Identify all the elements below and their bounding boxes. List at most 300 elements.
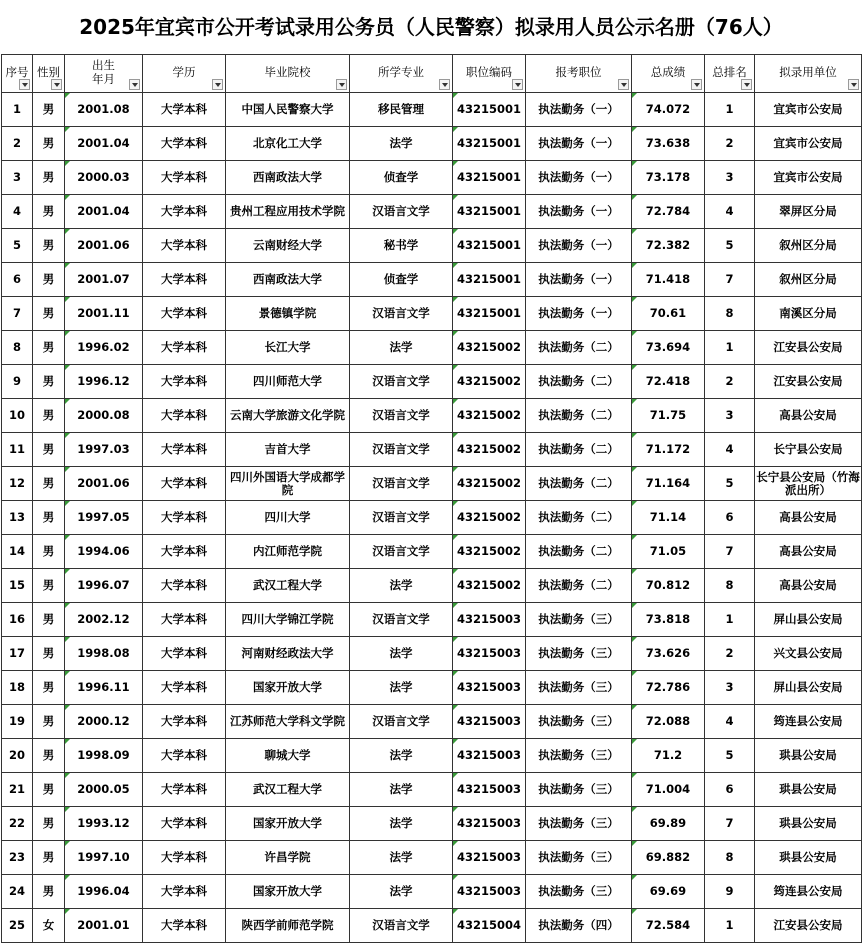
cell-position: 执法勤务（三） bbox=[526, 739, 632, 773]
filter-dropdown-icon[interactable] bbox=[618, 79, 629, 90]
cell-gender: 男 bbox=[33, 467, 65, 501]
cell-unit: 高县公安局 bbox=[755, 569, 862, 603]
cell-birth: 1996.02 bbox=[65, 331, 143, 365]
cell-seq: 14 bbox=[2, 535, 33, 569]
cell-seq: 11 bbox=[2, 433, 33, 467]
cell-unit: 珙县公安局 bbox=[755, 739, 862, 773]
cell-position: 执法勤务（二） bbox=[526, 569, 632, 603]
cell-gender: 男 bbox=[33, 569, 65, 603]
cell-score: 72.382 bbox=[632, 229, 705, 263]
cell-gender: 男 bbox=[33, 501, 65, 535]
cell-score: 73.694 bbox=[632, 331, 705, 365]
cell-unit: 珙县公安局 bbox=[755, 841, 862, 875]
cell-unit: 兴文县公安局 bbox=[755, 637, 862, 671]
col-header-birth bbox=[65, 55, 143, 93]
cell-education: 大学本科 bbox=[143, 467, 226, 501]
cell-birth: 1993.12 bbox=[65, 807, 143, 841]
cell-unit: 叙州区分局 bbox=[755, 229, 862, 263]
table-row bbox=[2, 637, 862, 671]
table-body bbox=[2, 93, 862, 943]
cell-birth: 1997.03 bbox=[65, 433, 143, 467]
cell-school: 河南财经政法大学 bbox=[226, 637, 350, 671]
cell-seq: 4 bbox=[2, 195, 33, 229]
cell-score: 72.584 bbox=[632, 909, 705, 943]
cell-education: 大学本科 bbox=[143, 535, 226, 569]
cell-position: 执法勤务（二） bbox=[526, 433, 632, 467]
cell-position: 执法勤务（四） bbox=[526, 909, 632, 943]
filter-dropdown-icon[interactable] bbox=[129, 79, 140, 90]
cell-rank: 6 bbox=[705, 773, 755, 807]
cell-gender: 男 bbox=[33, 365, 65, 399]
cell-education: 大学本科 bbox=[143, 603, 226, 637]
cell-position-code: 43215001 bbox=[453, 297, 526, 331]
cell-major: 法学 bbox=[350, 875, 453, 909]
cell-school: 武汉工程大学 bbox=[226, 569, 350, 603]
header-label-line1: 毕业院校 bbox=[264, 64, 311, 79]
header-label-line1: 所学专业 bbox=[378, 64, 424, 79]
cell-school: 景德镇学院 bbox=[226, 297, 350, 331]
cell-education: 大学本科 bbox=[143, 705, 226, 739]
cell-position-code: 43215002 bbox=[453, 569, 526, 603]
cell-seq: 7 bbox=[2, 297, 33, 331]
cell-position: 执法勤务（二） bbox=[526, 535, 632, 569]
cell-rank: 4 bbox=[705, 433, 755, 467]
cell-score: 74.072 bbox=[632, 93, 705, 127]
filter-dropdown-icon[interactable] bbox=[51, 79, 62, 90]
cell-unit: 江安县公安局 bbox=[755, 909, 862, 943]
cell-education: 大学本科 bbox=[143, 229, 226, 263]
cell-gender: 男 bbox=[33, 705, 65, 739]
cell-position: 执法勤务（三） bbox=[526, 807, 632, 841]
cell-gender: 男 bbox=[33, 229, 65, 263]
cell-birth: 2001.11 bbox=[65, 297, 143, 331]
cell-school: 贵州工程应用技术学院 bbox=[226, 195, 350, 229]
cell-unit: 翠屏区分局 bbox=[755, 195, 862, 229]
cell-education: 大学本科 bbox=[143, 365, 226, 399]
cell-seq: 15 bbox=[2, 569, 33, 603]
cell-rank: 1 bbox=[705, 603, 755, 637]
cell-score: 72.088 bbox=[632, 705, 705, 739]
table-row bbox=[2, 331, 862, 365]
cell-score: 71.164 bbox=[632, 467, 705, 501]
cell-rank: 4 bbox=[705, 195, 755, 229]
cell-unit: 江安县公安局 bbox=[755, 331, 862, 365]
table-row bbox=[2, 807, 862, 841]
cell-position-code: 43215004 bbox=[453, 909, 526, 943]
cell-score: 73.818 bbox=[632, 603, 705, 637]
cell-school: 西南政法大学 bbox=[226, 161, 350, 195]
cell-birth: 1994.06 bbox=[65, 535, 143, 569]
col-header-position-code bbox=[453, 55, 526, 93]
cell-position-code: 43215001 bbox=[453, 161, 526, 195]
cell-rank: 5 bbox=[705, 739, 755, 773]
cell-unit: 长宁县公安局（竹海派出所） bbox=[755, 467, 862, 501]
table-row bbox=[2, 773, 862, 807]
roster-table bbox=[1, 54, 862, 943]
cell-rank: 3 bbox=[705, 399, 755, 433]
cell-position-code: 43215001 bbox=[453, 127, 526, 161]
cell-gender: 男 bbox=[33, 671, 65, 705]
cell-seq: 18 bbox=[2, 671, 33, 705]
cell-unit: 江安县公安局 bbox=[755, 365, 862, 399]
filter-dropdown-icon[interactable] bbox=[691, 79, 702, 90]
cell-major: 汉语言文学 bbox=[350, 297, 453, 331]
cell-position-code: 43215001 bbox=[453, 195, 526, 229]
cell-birth: 2001.01 bbox=[65, 909, 143, 943]
cell-rank: 6 bbox=[705, 501, 755, 535]
cell-score: 73.638 bbox=[632, 127, 705, 161]
header-label-line1: 学历 bbox=[172, 64, 196, 79]
cell-rank: 2 bbox=[705, 365, 755, 399]
cell-position-code: 43215001 bbox=[453, 93, 526, 127]
cell-major: 汉语言文学 bbox=[350, 365, 453, 399]
cell-major: 法学 bbox=[350, 331, 453, 365]
cell-score: 71.172 bbox=[632, 433, 705, 467]
col-header-rank bbox=[705, 55, 755, 93]
col-header-major bbox=[350, 55, 453, 93]
cell-unit: 高县公安局 bbox=[755, 501, 862, 535]
cell-birth: 1997.10 bbox=[65, 841, 143, 875]
cell-position-code: 43215002 bbox=[453, 501, 526, 535]
cell-gender: 男 bbox=[33, 399, 65, 433]
cell-school: 四川外国语大学成都学院 bbox=[226, 467, 350, 501]
col-header-position bbox=[526, 55, 632, 93]
cell-position: 执法勤务（二） bbox=[526, 365, 632, 399]
cell-gender: 男 bbox=[33, 331, 65, 365]
cell-unit: 珙县公安局 bbox=[755, 807, 862, 841]
cell-gender: 男 bbox=[33, 637, 65, 671]
cell-birth: 1996.07 bbox=[65, 569, 143, 603]
cell-position-code: 43215003 bbox=[453, 705, 526, 739]
cell-position-code: 43215001 bbox=[453, 263, 526, 297]
cell-major: 法学 bbox=[350, 739, 453, 773]
cell-position: 执法勤务（一） bbox=[526, 161, 632, 195]
cell-seq: 1 bbox=[2, 93, 33, 127]
cell-rank: 7 bbox=[705, 535, 755, 569]
cell-position: 执法勤务（三） bbox=[526, 671, 632, 705]
filter-dropdown-icon[interactable] bbox=[212, 79, 223, 90]
cell-position: 执法勤务（一） bbox=[526, 263, 632, 297]
cell-position-code: 43215002 bbox=[453, 467, 526, 501]
cell-gender: 男 bbox=[33, 603, 65, 637]
filter-dropdown-icon[interactable] bbox=[336, 79, 347, 90]
cell-rank: 1 bbox=[705, 909, 755, 943]
cell-position-code: 43215002 bbox=[453, 331, 526, 365]
header-label-line1: 序号 bbox=[5, 64, 29, 79]
table-row bbox=[2, 93, 862, 127]
cell-seq: 10 bbox=[2, 399, 33, 433]
cell-rank: 1 bbox=[705, 331, 755, 365]
filter-dropdown-icon[interactable] bbox=[439, 79, 450, 90]
col-header-education bbox=[143, 55, 226, 93]
cell-gender: 男 bbox=[33, 807, 65, 841]
cell-position-code: 43215002 bbox=[453, 399, 526, 433]
table-row bbox=[2, 603, 862, 637]
cell-birth: 2000.05 bbox=[65, 773, 143, 807]
table-row bbox=[2, 739, 862, 773]
cell-position: 执法勤务（三） bbox=[526, 841, 632, 875]
cell-school: 国家开放大学 bbox=[226, 671, 350, 705]
cell-gender: 女 bbox=[33, 909, 65, 943]
cell-unit: 宜宾市公安局 bbox=[755, 161, 862, 195]
cell-major: 汉语言文学 bbox=[350, 467, 453, 501]
cell-school: 聊城大学 bbox=[226, 739, 350, 773]
cell-major: 法学 bbox=[350, 841, 453, 875]
cell-score: 72.418 bbox=[632, 365, 705, 399]
cell-position-code: 43215002 bbox=[453, 433, 526, 467]
cell-seq: 3 bbox=[2, 161, 33, 195]
table-row bbox=[2, 195, 862, 229]
cell-score: 72.786 bbox=[632, 671, 705, 705]
header-label bbox=[755, 65, 861, 83]
cell-major: 法学 bbox=[350, 773, 453, 807]
cell-score: 71.004 bbox=[632, 773, 705, 807]
cell-school: 四川师范大学 bbox=[226, 365, 350, 399]
cell-gender: 男 bbox=[33, 93, 65, 127]
table-row bbox=[2, 569, 862, 603]
cell-score: 70.812 bbox=[632, 569, 705, 603]
cell-education: 大学本科 bbox=[143, 807, 226, 841]
cell-education: 大学本科 bbox=[143, 195, 226, 229]
cell-position: 执法勤务（三） bbox=[526, 773, 632, 807]
cell-position: 执法勤务（三） bbox=[526, 875, 632, 909]
cell-major: 法学 bbox=[350, 127, 453, 161]
cell-school: 西南政法大学 bbox=[226, 263, 350, 297]
cell-seq: 20 bbox=[2, 739, 33, 773]
cell-education: 大学本科 bbox=[143, 671, 226, 705]
cell-major: 法学 bbox=[350, 807, 453, 841]
cell-position-code: 43215003 bbox=[453, 603, 526, 637]
cell-school: 许昌学院 bbox=[226, 841, 350, 875]
cell-score: 73.178 bbox=[632, 161, 705, 195]
cell-school: 国家开放大学 bbox=[226, 875, 350, 909]
filter-dropdown-icon[interactable] bbox=[741, 79, 752, 90]
cell-gender: 男 bbox=[33, 841, 65, 875]
cell-education: 大学本科 bbox=[143, 93, 226, 127]
cell-seq: 21 bbox=[2, 773, 33, 807]
cell-score: 69.882 bbox=[632, 841, 705, 875]
cell-education: 大学本科 bbox=[143, 263, 226, 297]
cell-position: 执法勤务（一） bbox=[526, 93, 632, 127]
cell-major: 汉语言文学 bbox=[350, 603, 453, 637]
cell-gender: 男 bbox=[33, 773, 65, 807]
cell-position: 执法勤务（三） bbox=[526, 705, 632, 739]
cell-position-code: 43215003 bbox=[453, 807, 526, 841]
cell-major: 侦查学 bbox=[350, 161, 453, 195]
cell-birth: 2001.06 bbox=[65, 467, 143, 501]
cell-birth: 1996.12 bbox=[65, 365, 143, 399]
cell-school: 陕西学前师范学院 bbox=[226, 909, 350, 943]
cell-seq: 23 bbox=[2, 841, 33, 875]
filter-dropdown-icon[interactable] bbox=[512, 79, 523, 90]
cell-major: 秘书学 bbox=[350, 229, 453, 263]
cell-gender: 男 bbox=[33, 297, 65, 331]
cell-score: 71.75 bbox=[632, 399, 705, 433]
cell-gender: 男 bbox=[33, 875, 65, 909]
table-row bbox=[2, 297, 862, 331]
cell-seq: 5 bbox=[2, 229, 33, 263]
cell-seq: 6 bbox=[2, 263, 33, 297]
cell-education: 大学本科 bbox=[143, 739, 226, 773]
cell-seq: 2 bbox=[2, 127, 33, 161]
table-row bbox=[2, 433, 862, 467]
cell-major: 法学 bbox=[350, 569, 453, 603]
cell-birth: 2001.07 bbox=[65, 263, 143, 297]
col-header-seq bbox=[2, 55, 33, 93]
cell-position: 执法勤务（二） bbox=[526, 331, 632, 365]
col-header-school bbox=[226, 55, 350, 93]
cell-score: 71.05 bbox=[632, 535, 705, 569]
header-label bbox=[526, 65, 631, 83]
cell-education: 大学本科 bbox=[143, 875, 226, 909]
cell-education: 大学本科 bbox=[143, 127, 226, 161]
cell-birth: 2000.12 bbox=[65, 705, 143, 739]
header-label-line1: 总成绩 bbox=[650, 64, 686, 79]
cell-education: 大学本科 bbox=[143, 569, 226, 603]
header-row bbox=[2, 55, 862, 93]
cell-unit: 筠连县公安局 bbox=[755, 705, 862, 739]
cell-unit: 长宁县公安局 bbox=[755, 433, 862, 467]
cell-score: 71.14 bbox=[632, 501, 705, 535]
table-row bbox=[2, 263, 862, 297]
header-label-line2: 年月 bbox=[92, 71, 115, 86]
cell-birth: 2002.12 bbox=[65, 603, 143, 637]
cell-school: 吉首大学 bbox=[226, 433, 350, 467]
cell-major: 法学 bbox=[350, 671, 453, 705]
cell-rank: 3 bbox=[705, 671, 755, 705]
cell-score: 71.418 bbox=[632, 263, 705, 297]
cell-position: 执法勤务（二） bbox=[526, 467, 632, 501]
cell-rank: 1 bbox=[705, 93, 755, 127]
cell-birth: 2001.06 bbox=[65, 229, 143, 263]
cell-education: 大学本科 bbox=[143, 501, 226, 535]
filter-dropdown-icon[interactable] bbox=[848, 79, 859, 90]
cell-gender: 男 bbox=[33, 127, 65, 161]
cell-birth: 1998.08 bbox=[65, 637, 143, 671]
cell-school: 长江大学 bbox=[226, 331, 350, 365]
header-label-line1: 拟录用单位 bbox=[779, 64, 837, 79]
header-label bbox=[226, 65, 349, 83]
cell-seq: 8 bbox=[2, 331, 33, 365]
cell-education: 大学本科 bbox=[143, 637, 226, 671]
cell-gender: 男 bbox=[33, 535, 65, 569]
cell-seq: 25 bbox=[2, 909, 33, 943]
cell-school: 四川大学 bbox=[226, 501, 350, 535]
cell-gender: 男 bbox=[33, 739, 65, 773]
cell-birth: 2001.04 bbox=[65, 127, 143, 161]
cell-seq: 13 bbox=[2, 501, 33, 535]
cell-birth: 2001.04 bbox=[65, 195, 143, 229]
cell-education: 大学本科 bbox=[143, 331, 226, 365]
cell-position-code: 43215003 bbox=[453, 875, 526, 909]
cell-position-code: 43215002 bbox=[453, 535, 526, 569]
cell-school: 北京化工大学 bbox=[226, 127, 350, 161]
cell-unit: 屏山县公安局 bbox=[755, 603, 862, 637]
cell-seq: 16 bbox=[2, 603, 33, 637]
cell-rank: 2 bbox=[705, 127, 755, 161]
cell-unit: 珙县公安局 bbox=[755, 773, 862, 807]
table-row bbox=[2, 841, 862, 875]
cell-seq: 17 bbox=[2, 637, 33, 671]
filter-dropdown-icon[interactable] bbox=[19, 79, 30, 90]
header-label-line1: 总排名 bbox=[712, 64, 747, 79]
cell-unit: 高县公安局 bbox=[755, 399, 862, 433]
cell-birth: 1997.05 bbox=[65, 501, 143, 535]
table-row bbox=[2, 535, 862, 569]
page-title: 2025年宜宾市公开考试录用公务员（人民警察）拟录用人员公示名册（76人） bbox=[79, 15, 783, 39]
cell-position: 执法勤务（一） bbox=[526, 195, 632, 229]
header-label-line1: 性别 bbox=[37, 64, 60, 79]
cell-rank: 8 bbox=[705, 841, 755, 875]
cell-position: 执法勤务（一） bbox=[526, 127, 632, 161]
cell-major: 法学 bbox=[350, 637, 453, 671]
cell-school: 国家开放大学 bbox=[226, 807, 350, 841]
cell-birth: 2000.08 bbox=[65, 399, 143, 433]
cell-score: 69.69 bbox=[632, 875, 705, 909]
cell-education: 大学本科 bbox=[143, 841, 226, 875]
cell-rank: 8 bbox=[705, 297, 755, 331]
cell-position: 执法勤务（三） bbox=[526, 637, 632, 671]
cell-major: 汉语言文学 bbox=[350, 501, 453, 535]
cell-birth: 2001.08 bbox=[65, 93, 143, 127]
cell-unit: 筠连县公安局 bbox=[755, 875, 862, 909]
cell-major: 汉语言文学 bbox=[350, 705, 453, 739]
cell-rank: 7 bbox=[705, 263, 755, 297]
cell-score: 70.61 bbox=[632, 297, 705, 331]
cell-school: 内江师范学院 bbox=[226, 535, 350, 569]
cell-birth: 1996.04 bbox=[65, 875, 143, 909]
table-row bbox=[2, 127, 862, 161]
header-label-line1: 报考职位 bbox=[555, 64, 602, 79]
cell-rank: 9 bbox=[705, 875, 755, 909]
col-header-score bbox=[632, 55, 705, 93]
table-row bbox=[2, 705, 862, 739]
cell-position-code: 43215003 bbox=[453, 841, 526, 875]
cell-unit: 屏山县公安局 bbox=[755, 671, 862, 705]
cell-seq: 22 bbox=[2, 807, 33, 841]
cell-rank: 2 bbox=[705, 637, 755, 671]
cell-gender: 男 bbox=[33, 433, 65, 467]
cell-school: 中国人民警察大学 bbox=[226, 93, 350, 127]
table-row bbox=[2, 875, 862, 909]
cell-birth: 1998.09 bbox=[65, 739, 143, 773]
table-row bbox=[2, 467, 862, 501]
cell-position: 执法勤务（一） bbox=[526, 229, 632, 263]
table-row bbox=[2, 671, 862, 705]
cell-unit: 高县公安局 bbox=[755, 535, 862, 569]
cell-rank: 7 bbox=[705, 807, 755, 841]
cell-position-code: 43215002 bbox=[453, 365, 526, 399]
table-row bbox=[2, 229, 862, 263]
cell-education: 大学本科 bbox=[143, 297, 226, 331]
cell-school: 云南财经大学 bbox=[226, 229, 350, 263]
cell-position: 执法勤务（一） bbox=[526, 297, 632, 331]
col-header-unit bbox=[755, 55, 862, 93]
table-row bbox=[2, 161, 862, 195]
table-row bbox=[2, 365, 862, 399]
cell-major: 移民管理 bbox=[350, 93, 453, 127]
cell-position-code: 43215003 bbox=[453, 671, 526, 705]
cell-position: 执法勤务（二） bbox=[526, 501, 632, 535]
cell-gender: 男 bbox=[33, 195, 65, 229]
cell-education: 大学本科 bbox=[143, 161, 226, 195]
cell-school: 云南大学旅游文化学院 bbox=[226, 399, 350, 433]
cell-rank: 3 bbox=[705, 161, 755, 195]
cell-seq: 24 bbox=[2, 875, 33, 909]
cell-unit: 宜宾市公安局 bbox=[755, 127, 862, 161]
cell-rank: 4 bbox=[705, 705, 755, 739]
cell-position: 执法勤务（二） bbox=[526, 399, 632, 433]
